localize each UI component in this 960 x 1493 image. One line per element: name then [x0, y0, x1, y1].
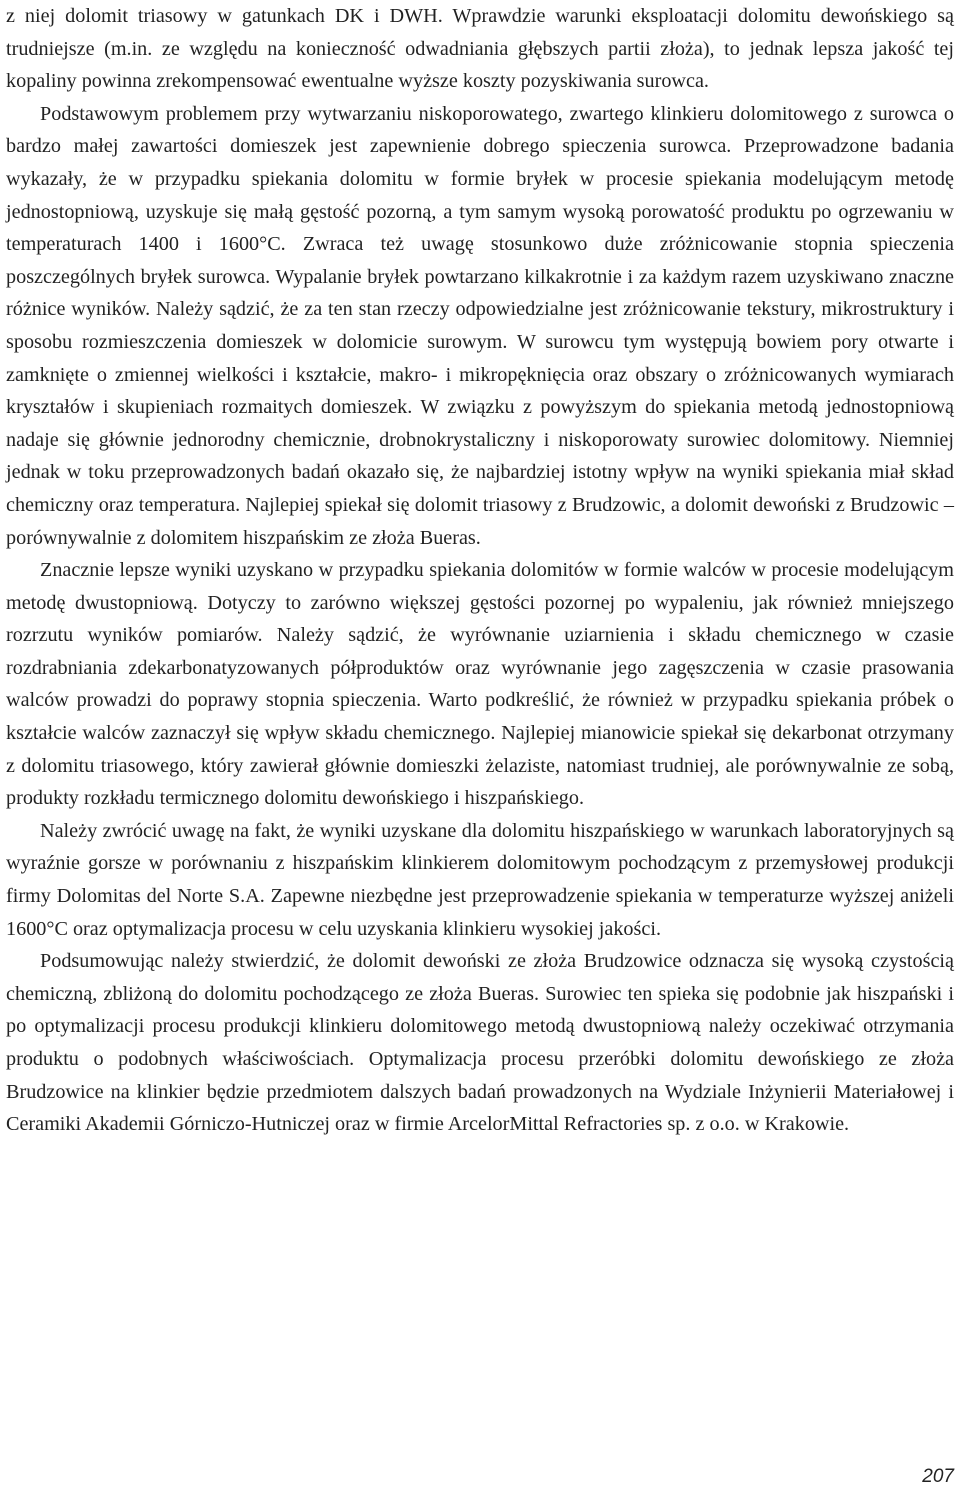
paragraph-continued: z niej dolomit triasowy w gatunkach DK i DWH. Wprawdzie warunki eksploatacji dolomitu dewońskiego są trudniejsze (m.in. ze względu na konieczność odwadniania głębszych partii złoża), to jednak lepsza jakość tej kopaliny powinna zrekompensować ewentualne wyższe koszty pozyskiwania surowca. — [6, 5, 954, 93]
paragraph-summary: Podsumowując należy stwierdzić, że dolomit dewoński ze złoża Brudzowice odznacza się wysoką czystością chemiczną, zbliżoną do dolomitu pochodzącego ze złoża Bueras. Surowiec ten spieka się podobnie jak hiszpański i po optymalizacji procesu produkcji klinkieru dolomitowego metodą dwustopniową należy oczekiwać otrzymania produktu o podobnych właściwościach. Optymalizacja procesu przeróbki dolomitu dewońskiego ze złoża Brudzowice na klinkier będzie przedmiotem dalszych badań prowadzonych na Wydziale Inżynierii Materiałowej i Ceramiki Akademii Górniczo-Hutniczej oraz w firmie ArcelorMittal Refractories sp. z o.o. w Krakowie. — [6, 950, 954, 1136]
paragraph-sintering-problem: Podstawowym problemem przy wytwarzaniu niskoporowatego, zwartego klinkieru dolomitowego z surowca o bardzo małej zawartości domieszek jest zapewnienie dobrego spieczenia surowca. Przeprowadzone badania wykazały, że w przypadku spiekania dolomitu w formie bryłek w procesie spiekania modelującym metodę jednostopniową, uzyskuje się małą gęstość pozorną, a tym samym wysoką porowatość produktu po ogrzewaniu w temperaturach 1400 i 1600°C. Zwraca też uwagę stosunkowo duże zróżnicowanie stopnia spieczenia poszczególnych bryłek surowca. Wypalanie bryłek powtarzano kilkakrotnie i za każdym razem uzyskiwano znaczne różnice wyników. Należy sądzić, że za ten stan rzeczy odpowiedzialne jest zróżnicowanie tekstury, mikrostruktury i sposobu rozmieszczenia domieszek w dolomicie surowym. W surowcu tym występują bowiem pory otwarte i zamknięte o zmiennej wielkości i kształcie, makro- i mikropęknięcia oraz obszary o zróżnicowanych wymiarach kryształów i skupieniach rozmaitych domieszek. W związku z powyższym do spiekania metodą jednostopniową nadaje się głównie jednorodny chemicznie, drobnokrystaliczny i niskoporowaty surowiec dolomitowy. Niemniej jednak w toku przeprowadzonych badań okazało się, że najbardziej istotny wpływ na wyniki spiekania miał skład chemiczny oraz temperatura. Najlepiej spiekał się dolomit triasowy z Brudzowic, a dolomit dewoński z Brudzowic – porównywalnie z dolomitem hiszpańskim ze złoża Bueras. — [6, 102, 954, 549]
paragraph-cylinder-results: Znacznie lepsze wyniki uzyskano w przypadku spiekania dolomitów w formie walców w procesie modelującym metodę dwustopniową. Dotyczy to zarówno większej gęstości pozornej po wypaleniu, jak również mniejszego rozrzutu wyników pomiarów. Należy sądzić, że wyrównanie uziarnienia i składu chemicznego w czasie rozdrabniania zdekarbonatyzowanych półproduktów oraz wyrównanie jego zagęszczenia w czasie prasowania walców prowadzi do poprawy stopnia spieczenia. Warto podkreślić, że również w przypadku spiekania próbek o kształcie walców zaznaczył się wpływ składu chemicznego. Najlepiej mianowicie spiekał się dekarbonat otrzymany z dolomitu triasowego, który zawierał głównie domieszki żelaziste, natomiast trudniej, ale porównywalnie ze sobą, produkty rozkładu termicznego dolomitu dewońskiego i hiszpańskiego. — [6, 559, 954, 810]
page-number: 207 — [922, 1466, 954, 1487]
page-body — [6, 0, 954, 1141]
paragraph-spanish-dolomite: Należy zwrócić uwagę na fakt, że wyniki uzyskane dla dolomitu hiszpańskiego w warunkach laboratoryjnych są wyraźnie gorsze w porównaniu z hiszpańskim klinkierem dolomitowym pochodzącym z przemysłowej produkcji firmy Dolomitas del Norte S.A. Zapewne niezbędne jest przeprowadzenie spiekania w temperaturze wyższej aniżeli 1600°C oraz optymalizacja procesu w celu uzyskania klinkieru wysokiej jakości. — [6, 819, 954, 940]
